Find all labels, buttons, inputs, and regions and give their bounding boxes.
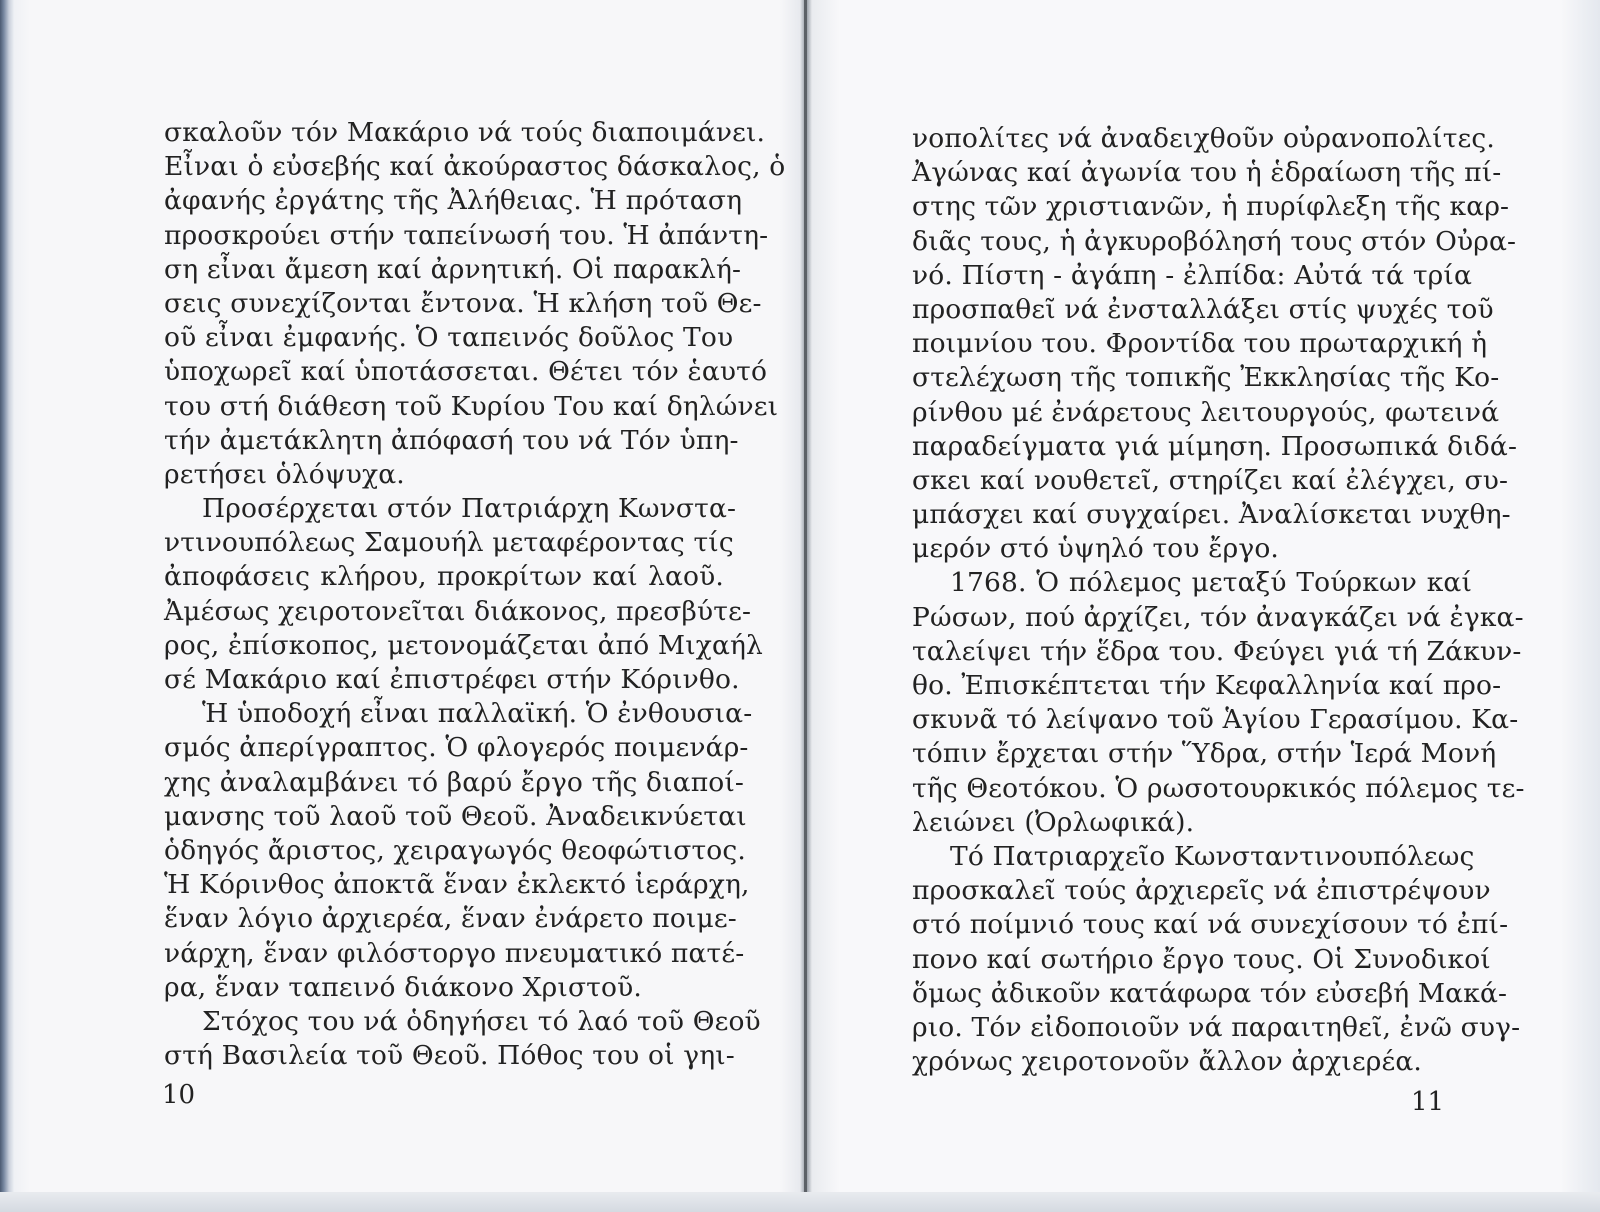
text-line: σκυνᾶ τό λείψανο τοῦ Ἁγίου Γερασίμου. Κα- <box>912 704 1519 736</box>
text-line: μερόν στό ὑψηλό του ἔργο. <box>912 533 1279 565</box>
text-line: μπάσχει καί συγχαίρει. Ἀναλίσκεται νυχθη- <box>912 499 1511 531</box>
text-line: τόπιν ἔρχεται στήν Ὕδρα, στήν Ἱερά Μονή <box>912 738 1497 770</box>
book-spine <box>804 0 807 1195</box>
text-line: λειώνει (Ὀρλωφικά). <box>912 806 1195 838</box>
text-line: σκει καί νουθετεῖ, στηρίζει καί ἐλέγχει, συ- <box>912 464 1509 496</box>
text-line: ρίνθου μέ ἐνάρετους λειτουργούς, φωτεινά <box>912 396 1500 428</box>
text-line: προσπαθεῖ νά ἐνσταλλάξει στίς ψυχές τοῦ <box>912 293 1494 325</box>
left-page-number: 10 <box>162 1080 196 1110</box>
text-line: Ἡ Κόρινθος ἀποκτᾶ ἕναν ἐκλεκτό ἱεράρχη, <box>164 869 750 901</box>
text-line: Προσέρχεται στόν Πατριάρχη Κωνστα- <box>202 493 737 525</box>
text-line: προσκρούει στήν ταπείνωσή του. Ἡ ἀπάντη- <box>164 219 769 251</box>
text-line: στό ποίμνιό τους καί νά συνεχίσουν τό ἐπί- <box>912 909 1509 941</box>
text-line: σκαλοῦν τόν Μακάριο νά τούς διαποιμάνει. <box>164 117 766 148</box>
text-line: σεις συνεχίζονται ἔντονα. Ἡ κλήση τοῦ Θε- <box>164 287 762 319</box>
text-line: διᾶς τους, ἡ ἀγκυροβόλησή τους στόν Οὐρα- <box>912 225 1517 257</box>
text-line: ριο. Τόν εἰδοποιοῦν νά παραιτηθεῖ, ἐνῶ συγ- <box>912 1011 1521 1043</box>
text-line: νοπολίτες νά ἀναδειχθοῦν οὐρανοπολίτες. <box>912 123 1495 154</box>
text-line: στελέχωση τῆς τοπικῆς Ἐκκλησίας τῆς Κο- <box>912 362 1500 394</box>
text-line: ση εἶναι ἄμεση καί ἀρνητική. Οἱ παρακλή- <box>164 253 742 285</box>
book-edge <box>0 0 14 1212</box>
text-line: ποιμνίου του. Φροντίδα του πρωταρχική ἡ <box>912 328 1488 360</box>
text-line: τήν ἀμετάκλητη ἀπόφασή του νά Τόν ὑπη- <box>164 424 739 456</box>
text-line: Ἡ ὑποδοχή εἶναι παλλαϊκή. Ὁ ἐνθουσια- <box>202 698 753 730</box>
text-line: 1768. Ὁ πόλεμος μεταξύ Τούρκων καί <box>950 567 1472 599</box>
left-page <box>14 0 804 1190</box>
text-line: στης τῶν χριστιανῶν, ἡ πυρίφλεξη τῆς καρ- <box>912 191 1510 223</box>
text-line: μανσης τοῦ λαοῦ τοῦ Θεοῦ. Ἀναδεικνύεται <box>164 800 747 832</box>
text-line: προσκαλεῖ τούς ἀρχιερεῖς νά ἐπιστρέψουν <box>912 875 1491 907</box>
text-line: ρετήσει ὁλόψυχα. <box>164 458 405 490</box>
text-line: νάρχη, ἕναν φιλόστοργο πνευματικό πατέ- <box>164 937 745 969</box>
text-line: σέ Μακάριο καί ἐπιστρέφει στήν Κόρινθο. <box>164 664 740 695</box>
text-line: Στόχος του νά ὁδηγήσει τό λαό τοῦ Θεοῦ <box>202 1005 761 1037</box>
page-bottom-edge <box>0 1192 1600 1212</box>
text-line: Ρώσων, πού ἀρχίζει, τόν ἀναγκάζει νά ἐγκα- <box>912 601 1524 633</box>
right-page-number: 11 <box>1411 1087 1445 1117</box>
text-line: θο. Ἐπισκέπτεται τήν Κεφαλληνία καί προ- <box>912 670 1502 701</box>
text-line: τῆς Θεοτόκου. Ὁ ρωσοτουρκικός πόλεμος τε- <box>912 772 1525 804</box>
text-line: ὅμως ἀδικοῦν κατάφωρα τόν εὐσεβή Μακά- <box>912 977 1508 1009</box>
text-line: οῦ εἶναι ἐμφανής. Ὁ ταπεινός δοῦλος Του <box>164 322 734 354</box>
text-line: σμός ἀπερίγραπτος. Ὁ φλογερός ποιμενάρ- <box>164 732 749 764</box>
text-line: ταλείψει τήν ἕδρα του. Φεύγει γιά τή Ζάκυν- <box>912 635 1522 667</box>
text-line: ὑποχωρεῖ καί ὑποτάσσεται. Θέτει τόν ἑαυτό <box>164 356 768 388</box>
text-line: χης ἀναλαμβάνει τό βαρύ ἔργο τῆς διαποί- <box>164 766 745 798</box>
right-page-text <box>912 122 1525 1079</box>
text-line: στή Βασιλεία τοῦ Θεοῦ. Πόθος του οἱ γηι- <box>164 1040 735 1072</box>
text-line: Ἀγώνας καί ἀγωνία του ἡ ἑδραίωση τῆς πί- <box>912 157 1502 189</box>
text-line: ἀφανής ἐργάτης τῆς Ἀλήθειας. Ἡ πρόταση <box>164 185 743 217</box>
text-line: Ἀμέσως χειροτονεῖται διάκονος, πρεσβύτε- <box>164 595 752 627</box>
text-line: νό. Πίστη - ἀγάπη - ἐλπίδα: Αὐτά τά τρία <box>912 259 1472 291</box>
text-line: πονο καί σωτήριο ἔργο τους. Οἱ Συνοδικοί <box>912 943 1491 975</box>
text-line: ντινουπόλεως Σαμουήλ μεταφέροντας τίς <box>164 527 734 559</box>
text-line: ἀποφάσεις κλήρου, προκρίτων καί λαοῦ. <box>164 561 724 593</box>
text-line: ρος, ἐπίσκοπος, μετονομάζεται ἀπό Μιχαήλ <box>164 629 763 661</box>
text-line: παραδείγματα γιά μίμηση. Προσωπικά διδά- <box>912 430 1518 462</box>
left-page-text <box>164 116 786 1073</box>
text-line: ὁδηγός ἄριστος, χειραγωγός θεοφώτιστος. <box>164 834 746 866</box>
text-line: ἕναν λόγιο ἀρχιερέα, ἕναν ἐνάρετο ποιμε- <box>164 903 737 935</box>
text-line: ρα, ἕναν ταπεινό διάκονο Χριστοῦ. <box>164 971 642 1003</box>
text-line: Εἶναι ὁ εὐσεβής καί ἀκούραστος δάσκαλος, ὁ <box>164 151 786 183</box>
right-page <box>808 0 1600 1190</box>
text-line: Τό Πατριαρχεῖο Κωνσταντινουπόλεως <box>950 840 1475 872</box>
text-line: του στή διάθεση τοῦ Κυρίου Του καί δηλώνει <box>164 390 779 422</box>
text-line: χρόνως χειροτονοῦν ἄλλον ἀρχιερέα. <box>912 1046 1422 1078</box>
